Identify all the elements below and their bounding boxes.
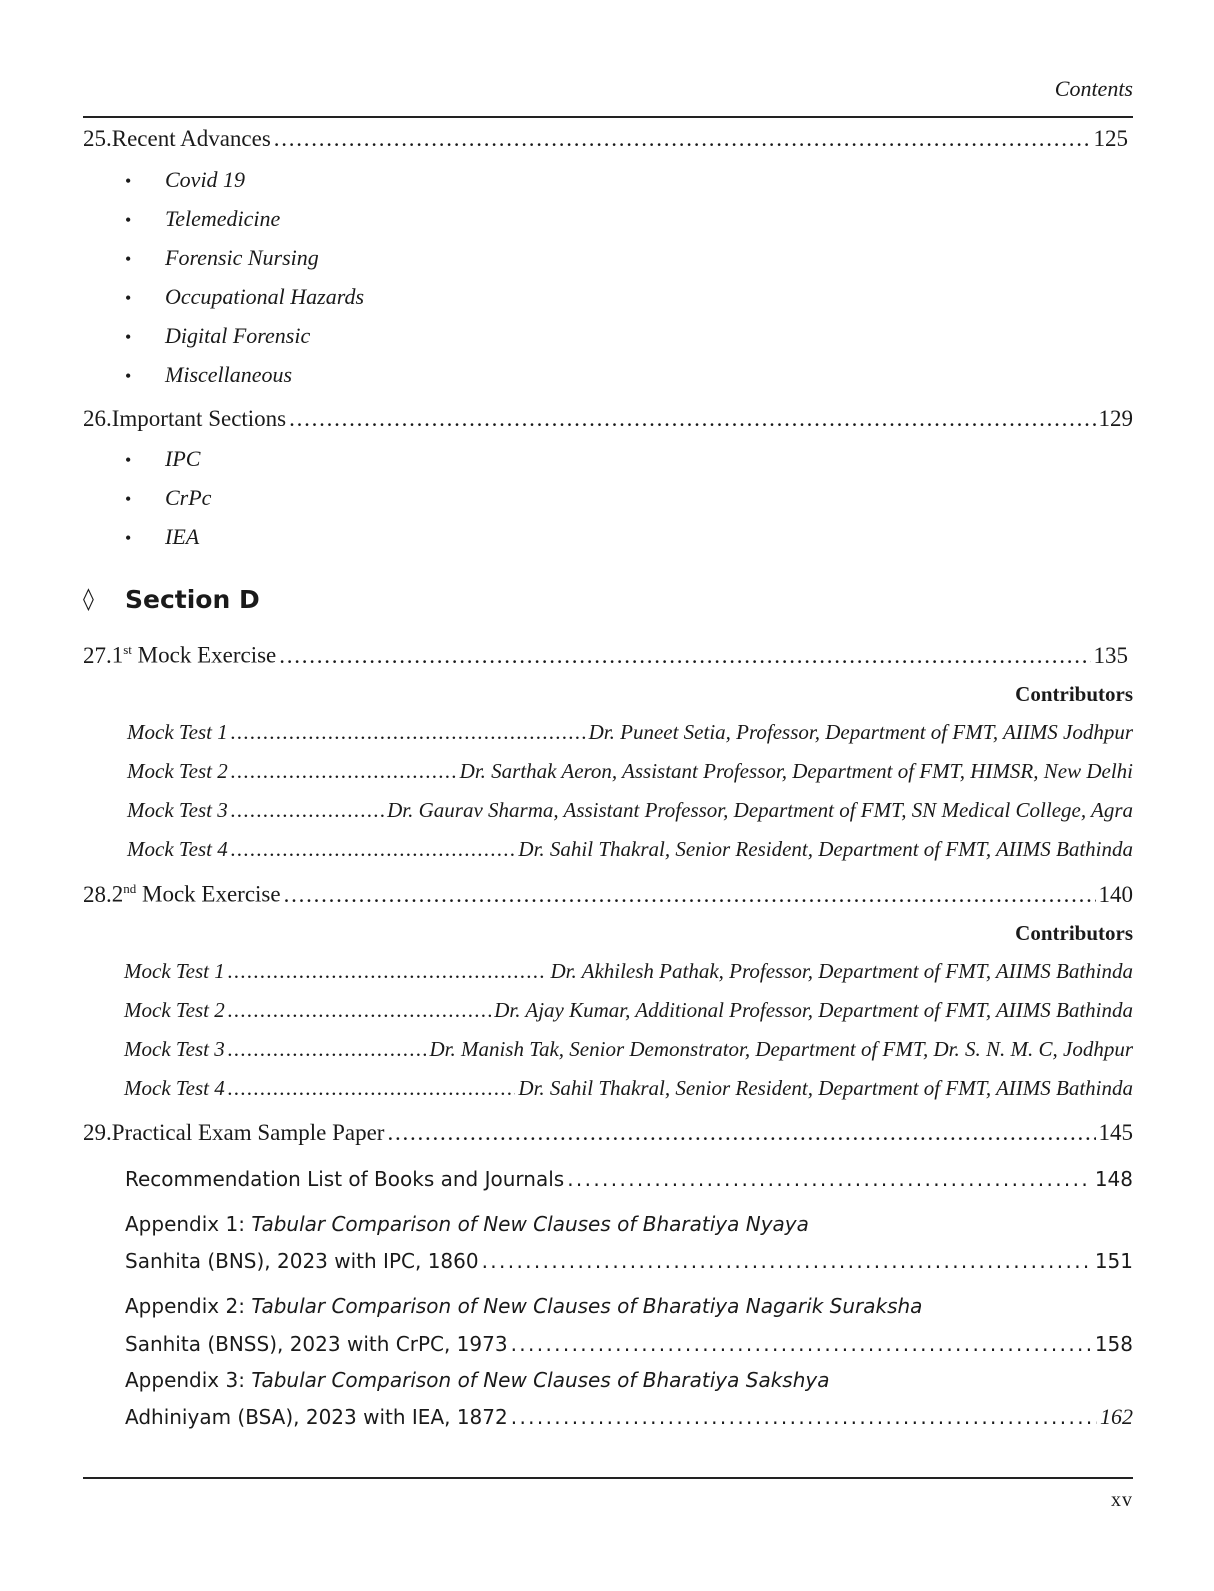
contributor-name: Dr. Manish Tak, Senior Demonstrator, Department of FMT, Dr. S. N. M. C, Jodhpur [429,1037,1133,1061]
list-item [125,245,319,271]
contents-page [83,0,1133,1591]
toc-entry-appendix-3[interactable] [125,1404,1133,1430]
section-title: Section D [125,585,260,614]
contributor-row [127,837,1133,862]
chapter-title: Practical Exam Sample Paper [111,1120,385,1145]
list-item [125,362,292,388]
toc-entry-28[interactable] [83,881,1133,908]
list-item-label: Occupational Hazards [165,284,365,309]
toc-entry-25[interactable] [83,126,1128,152]
list-item-label: Forensic Nursing [165,245,319,270]
contributor-row [127,759,1133,784]
page-number: 162 [1100,1404,1133,1429]
dot-leader [231,798,384,823]
dot-leader [289,406,1095,432]
page-number: 129 [1098,406,1133,431]
list-item-label: Miscellaneous [165,362,293,387]
page-number: 158 [1094,1332,1133,1356]
dot-leader [231,720,586,745]
chapter-title: 1st Mock Exercise [111,642,277,668]
list-item [125,284,364,310]
contributor-row [127,720,1133,745]
chapter-title: Important Sections [111,406,287,431]
chapter-number: 27. [83,642,112,668]
entry-title: Adhiniyam (BSA), 2023 with IEA, 1872 [125,1405,508,1429]
dot-leader [511,1405,1097,1429]
contributor-name: Dr. Akhilesh Pathak, Professor, Department of FMT, AIIMS Bathinda [550,959,1133,983]
bullet-icon: • [125,249,132,269]
entry-title: Sanhita (BNSS), 2023 with CrPC, 1973 [125,1332,508,1356]
appendix-2-line-1: Appendix 2: Tabular Comparison of New Clauses of Bharatiya Nagarik Suraksha [125,1294,923,1318]
mock-test-label: Mock Test 1 [127,720,228,744]
dot-leader [231,759,457,784]
contributor-row [124,998,1133,1023]
dot-leader [228,1037,427,1062]
list-item [125,446,200,472]
dot-leader [567,1167,1092,1191]
list-item-label: IPC [165,446,201,471]
contributor-row [124,1076,1133,1101]
bullet-icon: • [125,327,132,347]
list-item-label: IEA [165,524,200,549]
contributor-name: Dr. Gaurav Sharma, Assistant Professor, Department of FMT, SN Medical College, Agra [387,798,1133,822]
contributor-name: Dr. Sahil Thakral, Senior Resident, Department of FMT, AIIMS Bathinda [518,837,1133,861]
mock-test-label: Mock Test 3 [127,798,228,822]
dot-leader [228,1076,516,1101]
dot-leader [511,1332,1092,1356]
bullet-icon: • [125,171,132,191]
list-item-label: Covid 19 [165,167,246,192]
bullet-icon: • [125,489,132,509]
running-head: Contents [1054,76,1133,101]
bullet-icon: • [125,528,132,548]
chapter-title: 2nd Mock Exercise [111,881,281,907]
contributor-name: Dr. Puneet Setia, Professor, Department of FMT, AIIMS Jodhpur [588,720,1133,744]
toc-entry-26[interactable] [83,406,1133,432]
list-item [125,323,310,349]
chapter-number: 29. [83,1120,112,1145]
list-item-label: Telemedicine [165,206,281,231]
chapter-number: 28. [83,881,112,907]
chapter-number: 25. [83,126,112,151]
list-item-label: Digital Forensic [165,323,311,348]
bullet-icon: • [125,366,132,386]
mock-test-label: Mock Test 4 [124,1076,225,1100]
contributor-name: Dr. Sahil Thakral, Senior Resident, Department of FMT, AIIMS Bathinda [518,1076,1133,1100]
dot-leader [482,1249,1092,1273]
toc-entry-27[interactable] [83,642,1128,669]
contributor-row [124,959,1133,984]
mock-test-label: Mock Test 4 [127,837,228,861]
mock-test-label: Mock Test 3 [124,1037,225,1061]
dot-leader [279,643,1090,669]
dot-leader [231,837,516,862]
page-number: 148 [1094,1167,1133,1191]
dot-leader [387,1120,1095,1146]
section-heading [83,585,260,614]
dot-leader [284,882,1096,908]
bullet-icon: • [125,288,132,308]
contributor-row [124,1037,1133,1062]
list-item [125,167,245,193]
contributors-label: Contributors [1015,921,1133,945]
contributors-label: Contributors [1015,682,1133,706]
page-folio: xv [1111,1489,1133,1511]
list-item [125,206,280,232]
page-number: 151 [1094,1249,1133,1273]
toc-entry-appendix-2[interactable] [125,1332,1133,1356]
appendix-1-line-1: Appendix 1: Tabular Comparison of New Clauses of Bharatiya Nyaya [125,1212,809,1236]
bottom-rule [83,1477,1133,1479]
toc-entry-29[interactable] [83,1120,1133,1146]
list-item [125,524,199,550]
page-number: 125 [1093,126,1128,151]
list-item [125,485,211,511]
list-item-label: CrPc [165,485,212,510]
top-rule [83,116,1133,118]
mock-test-label: Mock Test 2 [127,759,228,783]
contributor-row [127,798,1133,823]
mock-test-label: Mock Test 1 [124,959,225,983]
toc-entry-recommendation[interactable] [125,1167,1133,1191]
entry-title: Sanhita (BNS), 2023 with IPC, 1860 [125,1249,479,1273]
dot-leader [228,998,492,1023]
page-number: 145 [1098,1120,1133,1145]
appendix-3-line-1: Appendix 3: Tabular Comparison of New Clauses of Bharatiya Sakshya [125,1368,830,1392]
entry-title: Recommendation List of Books and Journals [125,1167,565,1191]
mock-test-label: Mock Test 2 [124,998,225,1022]
diamond-icon: ◊ [83,587,94,612]
chapter-number: 26. [83,406,112,431]
page-number: 140 [1098,881,1133,907]
contributor-name: Dr. Sarthak Aeron, Assistant Professor, Department of FMT, HIMSR, New Delhi [459,759,1133,783]
toc-entry-appendix-1[interactable] [125,1249,1133,1273]
chapter-title: Recent Advances [111,126,271,151]
contributor-name: Dr. Ajay Kumar, Additional Professor, Department of FMT, AIIMS Bathinda [494,998,1133,1022]
bullet-icon: • [125,210,132,230]
dot-leader [274,126,1091,152]
dot-leader [228,959,548,984]
bullet-icon: • [125,450,132,470]
page-number: 135 [1093,642,1128,668]
